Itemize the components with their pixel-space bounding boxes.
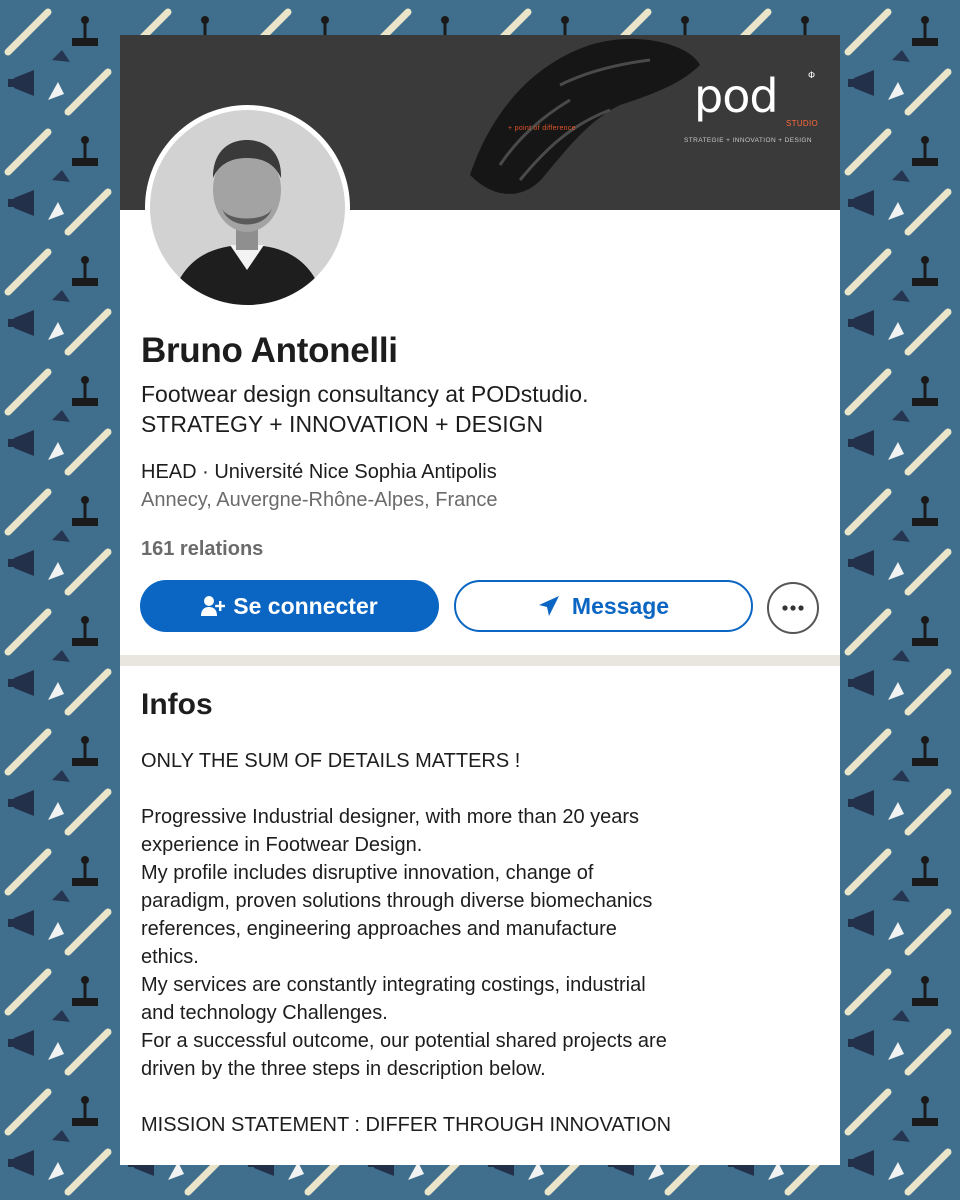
banner-small-tagline: + point of difference [508, 125, 576, 132]
send-icon [538, 595, 560, 617]
about-line: For a successful outcome, our potential shared projects are [141, 1030, 667, 1052]
profile-education[interactable]: HEAD · Université Nice Sophia Antipolis [141, 461, 497, 483]
headline-line-1: Footwear design consultancy at PODstudio. [141, 381, 589, 407]
more-icon [782, 605, 804, 611]
pod-logo-tagline: STRATEGIE + INNOVATION + DESIGN [684, 137, 812, 144]
more-options-button[interactable] [767, 582, 819, 634]
profile-name: Bruno Antonelli [141, 331, 398, 370]
shoe-sole-graphic [450, 35, 710, 210]
about-line: experience in Footwear Design. [141, 834, 423, 856]
profile-relations[interactable]: 161 relations [141, 538, 264, 560]
message-button-label: Message [571, 592, 670, 619]
about-line: and technology Challenges. [141, 1002, 388, 1024]
pod-logo-phi: Φ [808, 71, 816, 81]
about-section-body [141, 747, 821, 1139]
about-mission: MISSION STATEMENT : DIFFER THROUGH INNOVATION [141, 1114, 672, 1136]
add-user-icon [201, 595, 225, 617]
about-line: references, engineering approaches and manufacture [141, 918, 617, 940]
pod-studio-logo: pod [694, 69, 778, 123]
headline-line-2: STRATEGY + INNOVATION + DESIGN [141, 411, 544, 437]
about-intro: ONLY THE SUM OF DETAILS MATTERS ! [141, 750, 521, 772]
profile-photo [150, 110, 345, 305]
about-line: ethics. [141, 946, 199, 968]
pod-logo-studio: STUDIO [786, 119, 819, 128]
connect-button[interactable] [140, 580, 439, 632]
about-line: My profile includes disruptive innovation, change of [141, 862, 594, 884]
about-line: Progressive Industrial designer, with more than 20 years [141, 806, 640, 828]
profile-headline [141, 379, 741, 439]
about-section-title: Infos [141, 688, 213, 721]
message-button[interactable] [454, 580, 753, 632]
about-line: driven by the three steps in description below. [141, 1058, 546, 1080]
profile-card [120, 35, 840, 1165]
profile-location: Annecy, Auvergne-Rhône-Alpes, France [141, 489, 498, 511]
about-line: My services are constantly integrating costings, industrial [141, 974, 646, 996]
connect-button-label: Se connecter [233, 592, 378, 619]
about-line: paradigm, proven solutions through diverse biomechanics [141, 890, 653, 912]
section-divider [120, 655, 840, 666]
avatar[interactable] [145, 105, 350, 310]
